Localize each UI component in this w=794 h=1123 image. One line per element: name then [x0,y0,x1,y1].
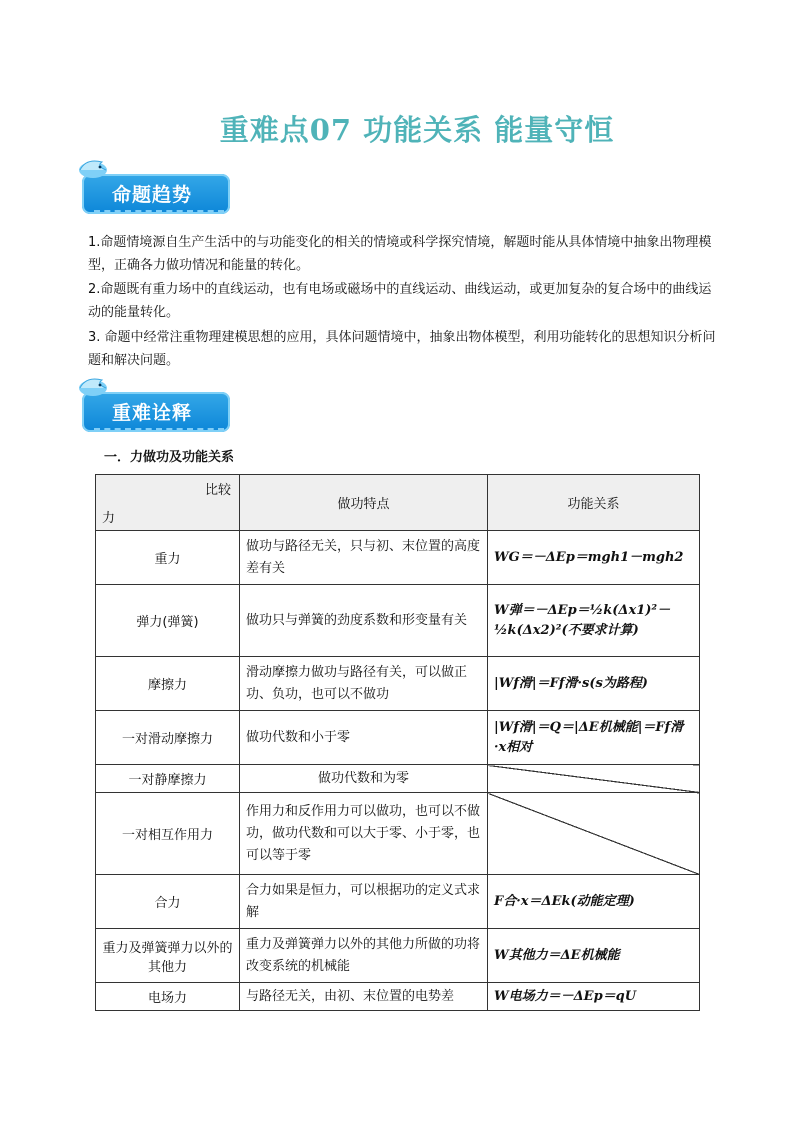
cell-force: 一对静摩擦力 [96,765,240,793]
header-force: 力 [102,511,116,526]
section-badge-trend [76,164,236,220]
header-compare: 比较 [204,483,231,498]
table-row [96,657,700,711]
cell-feature: 合力如果是恒力，可以根据功的定义式求解 [240,875,488,929]
table-row [96,711,700,765]
cell-feature: 做功代数和小于零 [240,711,488,765]
table-row [96,929,700,983]
dolphin-icon [76,156,110,182]
header-relation: 功能关系 [488,475,700,531]
cell-relation-empty [488,793,700,875]
trend-paragraph-3: 3. 命题中经常注重物理建模思想的应用，具体问题情境中，抽象出物体模型，利用功能转化的思想知识分析问题和解决问题。 [88,330,716,368]
cell-relation: W电场力＝－ΔEp＝qU [488,983,700,1011]
cell-relation: W其他力＝ΔE机械能 [488,929,700,983]
header-diagonal-cell [96,475,240,531]
cell-relation: F合·x＝ΔEk(动能定理) [488,875,700,929]
trend-paragraph-2: 2.命题既有重力场中的直线运动，也有电场或磁场中的直线运动、曲线运动，或更加复杂的复合场中的曲线运动的能量转化。 [88,282,712,320]
subheading: 一．力做功及功能关系 [104,450,235,465]
page-title: 重难点07 功能关系 能量守恒 [219,113,615,147]
cell-force: 重力 [96,531,240,585]
cell-feature: 作用力和反作用力可以做功，也可以不做功，做功代数和可以大于零、小于零，也可以等于零 [240,793,488,875]
table-row [96,983,700,1011]
cell-feature: 滑动摩擦力做功与路径有关，可以做正功、负功，也可以不做功 [240,657,488,711]
section-badge-explain [76,382,236,438]
cell-force: 合力 [96,875,240,929]
cell-force: 电场力 [96,983,240,1011]
table-header-row [96,475,700,531]
table-row [96,875,700,929]
trend-paragraph-1: 1.命题情境源自生产生活中的与功能变化的相关的情境或科学探究情境，解题时能从具体情境中抽象出物理模型，正确各力做功情况和能量的转化。 [88,235,712,273]
cell-force: 一对相互作用力 [96,793,240,875]
cell-relation: WG＝－ΔEp＝mgh1－mgh2 [488,531,700,585]
cell-feature: 做功只与弹簧的劲度系数和形变量有关 [240,585,488,657]
dolphin-icon [76,374,110,400]
cell-relation: W弹＝－ΔEp＝½k(Δx1)²－½k(Δx2)²(不要求计算) [488,585,700,657]
cell-force: 重力及弹簧弹力以外的其他力 [96,929,240,983]
cell-force: 一对滑动摩擦力 [96,711,240,765]
table-row [96,531,700,585]
cell-feature: 做功代数和为零 [240,765,488,793]
section-label-explain: 重难诠释 [112,402,193,424]
cell-force: 摩擦力 [96,657,240,711]
section-label-trend: 命题趋势 [112,184,193,206]
work-energy-table [95,474,700,1011]
table-row [96,585,700,657]
cell-feature: 做功与路径无关，只与初、末位置的高度差有关 [240,531,488,585]
cell-relation: |Wf滑|＝Q＝|ΔE机械能|＝Ff滑·x相对 [488,711,700,765]
table-row [96,765,700,793]
cell-feature: 重力及弹簧弹力以外的其他力所做的功将改变系统的机械能 [240,929,488,983]
cell-feature: 与路径无关，由初、末位置的电势差 [240,983,488,1011]
cell-relation-empty [488,765,700,793]
cell-relation: |Wf滑|＝Ff滑·s(s为路程) [488,657,700,711]
cell-force: 弹力(弹簧) [96,585,240,657]
header-feature: 做功特点 [240,475,488,531]
table-row [96,793,700,875]
